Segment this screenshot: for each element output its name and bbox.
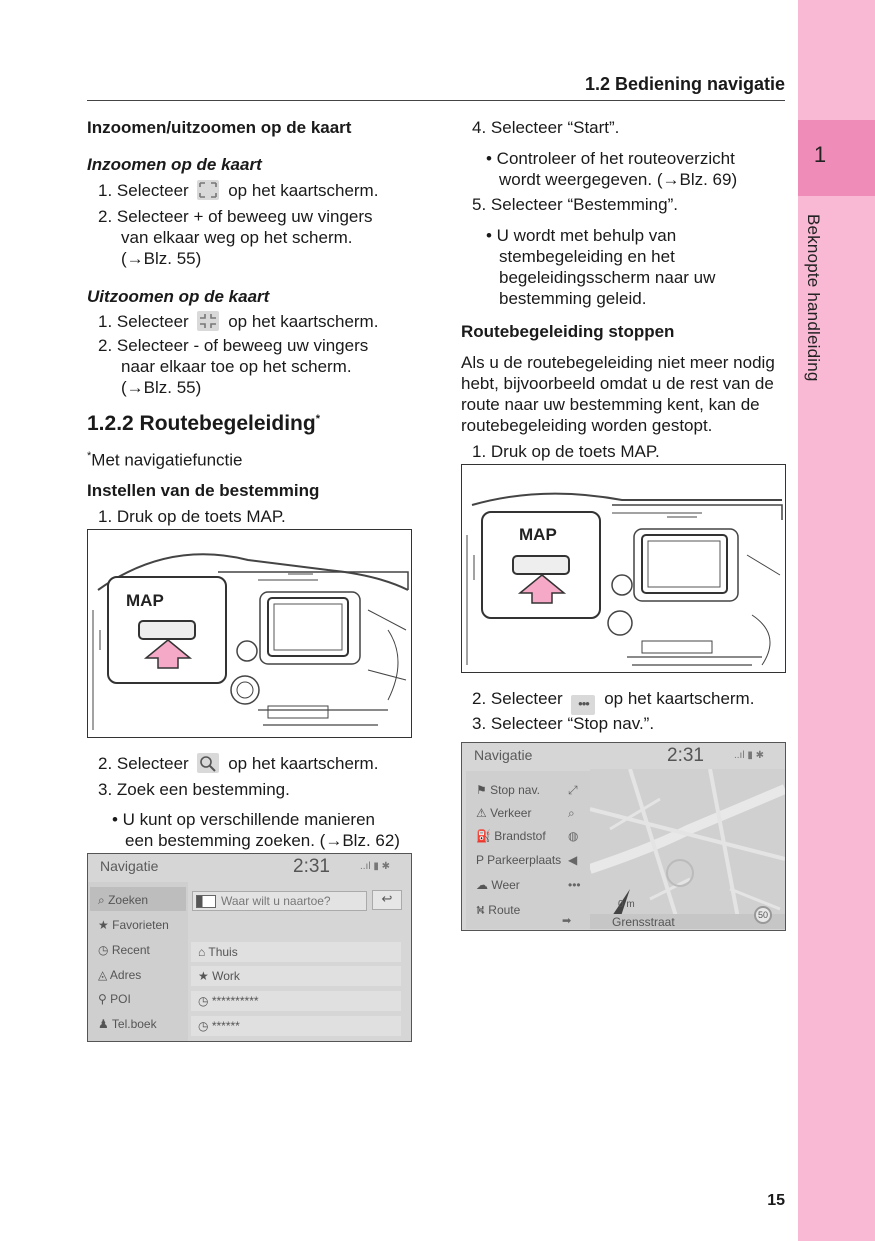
search-map-icon[interactable]: ⌕	[568, 806, 575, 820]
screen-topbar-2	[462, 743, 785, 769]
dashboard-figure	[87, 529, 412, 738]
list-item-home[interactable]: ⌂ Thuis	[191, 942, 401, 962]
turn-arrow-icon: ➡	[562, 915, 572, 927]
menu-item-weather[interactable]: ☁ Weer	[476, 878, 520, 892]
stop-step1: 1. Druk op de toets MAP.	[472, 442, 660, 461]
nav-map-screen	[461, 742, 786, 931]
menu-item-search[interactable]: ⌕ Zoeken	[98, 893, 149, 907]
map-callout-label: MAP	[126, 591, 164, 610]
zoom-out-page-ref: (→Blz. 55)	[121, 378, 202, 397]
zoom-out-step1: 1. Selecteer op het kaartscherm.	[98, 312, 379, 331]
more-icon[interactable]: •••	[568, 878, 581, 892]
step4-bullet-line1: • Controleer of het routeoverzicht	[486, 149, 735, 168]
stop-paragraph-line2: hebt, bijvoorbeeld omdat u de rest van de	[461, 374, 774, 393]
zoom-out-step2-line2: naar elkaar toe op het scherm.	[121, 357, 352, 376]
clock: 2:31	[293, 856, 330, 877]
zoom-out-step2-line1: 2. Selecteer - of beweeg uw vingers	[98, 336, 369, 355]
step5: 5. Selecteer “Bestemming”.	[472, 195, 678, 214]
screen-title-2: Navigatie	[474, 747, 533, 763]
chapter-title: Beknopte handleiding	[804, 214, 823, 382]
destination-step1: 1. Druk op de toets MAP.	[98, 507, 286, 526]
clock-icon: ◷	[198, 1019, 209, 1033]
menu-item-fuel[interactable]: ⛽ Brandstof	[476, 829, 546, 843]
menu-item-phonebook[interactable]: ♟ Tel.boek	[98, 1017, 157, 1031]
zoom-in-page-ref: (→Blz. 55)	[121, 249, 202, 268]
press-arrow-icon-2	[516, 573, 568, 605]
expand-icon	[197, 180, 219, 200]
menu-item-traffic[interactable]: ⚠ Verkeer	[476, 806, 532, 820]
stop-paragraph-line4: routebegeleiding worden gestopt.	[461, 416, 713, 435]
speed-limit-badge: 50	[754, 906, 772, 924]
chapter-number: 1	[813, 142, 827, 167]
section-title: 1.2.2 Routebegeleiding*	[87, 412, 320, 435]
nav-search-screen	[87, 853, 412, 1042]
compass-icon[interactable]: ◍	[568, 829, 579, 843]
zoom-out-title: Uitzoomen op de kaart	[87, 287, 270, 306]
destination-heading: Instellen van de bestemming	[87, 481, 320, 500]
search-icon	[197, 753, 219, 773]
stop-step2: 2. Selecteer ••• op het kaartscherm.	[472, 688, 754, 715]
screen-topbar	[88, 854, 411, 880]
step5-bullet-line4: bestemming geleid.	[499, 289, 647, 308]
zoom-heading: Inzoomen/uitzoomen op de kaart	[87, 118, 352, 137]
distance-readout: 0 m	[618, 899, 635, 910]
home-icon: ⌂	[198, 945, 206, 959]
status-icons: ..ıl ▮ ✱	[360, 861, 390, 872]
menu-item-address[interactable]: ◬ Adres	[98, 968, 142, 982]
expand-map-icon[interactable]: ⤢	[568, 783, 578, 797]
destination-step2: 2. Selecteer op het kaartscherm.	[98, 754, 379, 773]
star-icon: ★	[198, 969, 209, 983]
search-placeholder: Waar wilt u naartoe?	[221, 894, 331, 908]
stop-paragraph-line3: route naar uw bestemming kent, kan de	[461, 395, 760, 414]
map-callout-label-2: MAP	[519, 525, 557, 544]
stop-step3: 3. Selecteer “Stop nav.”.	[472, 714, 655, 733]
menu-item-favorites[interactable]: ★ Favorieten	[98, 918, 169, 932]
destination-bullet-line2: een bestemming zoeken. (→Blz. 62)	[125, 831, 400, 850]
back-button[interactable]: ↩	[372, 890, 402, 910]
volume-icon[interactable]: ◀	[568, 853, 578, 867]
dashboard-figure-2	[461, 464, 786, 673]
destination-step3: 3. Zoek een bestemming.	[98, 780, 290, 799]
zoom-in-title: Inzoomen op de kaart	[87, 155, 262, 174]
menu-item-recent[interactable]: ◷ Recent	[98, 943, 150, 957]
zoom-in-step2-line1: 2. Selecteer + of beweeg uw vingers	[98, 207, 373, 226]
list-item-work[interactable]: ★ Work	[191, 966, 401, 986]
clock-icon: ◷	[198, 994, 209, 1008]
menu-item-poi[interactable]: ⚲ POI	[98, 992, 131, 1006]
screen-title: Navigatie	[100, 858, 159, 874]
destination-bullet-line1: • U kunt op verschillende manieren	[112, 810, 375, 829]
zoom-in-step1: 1. Selecteer op het kaartscherm.	[98, 181, 379, 200]
menu-item-parking[interactable]: P Parkeerplaats	[476, 853, 562, 867]
header-divider	[87, 100, 785, 101]
step5-bullet-line2: stembegeleiding en het	[499, 247, 675, 266]
clock-2: 2:31	[667, 745, 704, 766]
step5-bullet-line3: begeleidingsscherm naar uw	[499, 268, 716, 287]
zoom-in-step2-line2: van elkaar weg op het scherm.	[121, 228, 353, 247]
street-name: Grensstraat	[612, 915, 675, 929]
menu-item-stop-nav[interactable]: ⚑ Stop nav.	[476, 783, 540, 797]
keyboard-icon	[196, 895, 216, 908]
footnote: *Met navigatiefunctie	[87, 450, 243, 470]
list-item-recent1[interactable]: ◷ **********	[191, 991, 401, 1011]
map-button[interactable]	[138, 620, 196, 640]
step4-bullet-line2: wordt weergegeven. (→Blz. 69)	[499, 170, 738, 189]
map-button-2[interactable]	[512, 555, 570, 575]
step4: 4. Selecteer “Start”.	[472, 118, 620, 137]
status-icons-2: ..ıl ▮ ✱	[734, 750, 764, 761]
step5-bullet-line1: • U wordt met behulp van	[486, 226, 677, 245]
section-header: 1.2 Bediening navigatie	[584, 74, 785, 94]
search-input[interactable]	[192, 891, 367, 911]
more-options-icon: •••	[571, 695, 595, 715]
stop-heading: Routebegeleiding stoppen	[461, 322, 675, 341]
press-arrow-icon	[142, 638, 194, 670]
stop-paragraph-line1: Als u de routebegeleiding niet meer nodig	[461, 353, 775, 372]
menu-item-route[interactable]: ⛕ Route	[476, 903, 521, 917]
page-number: 15	[767, 1192, 785, 1209]
list-item-recent2[interactable]: ◷ ******	[191, 1016, 401, 1036]
collapse-icon	[197, 311, 219, 331]
